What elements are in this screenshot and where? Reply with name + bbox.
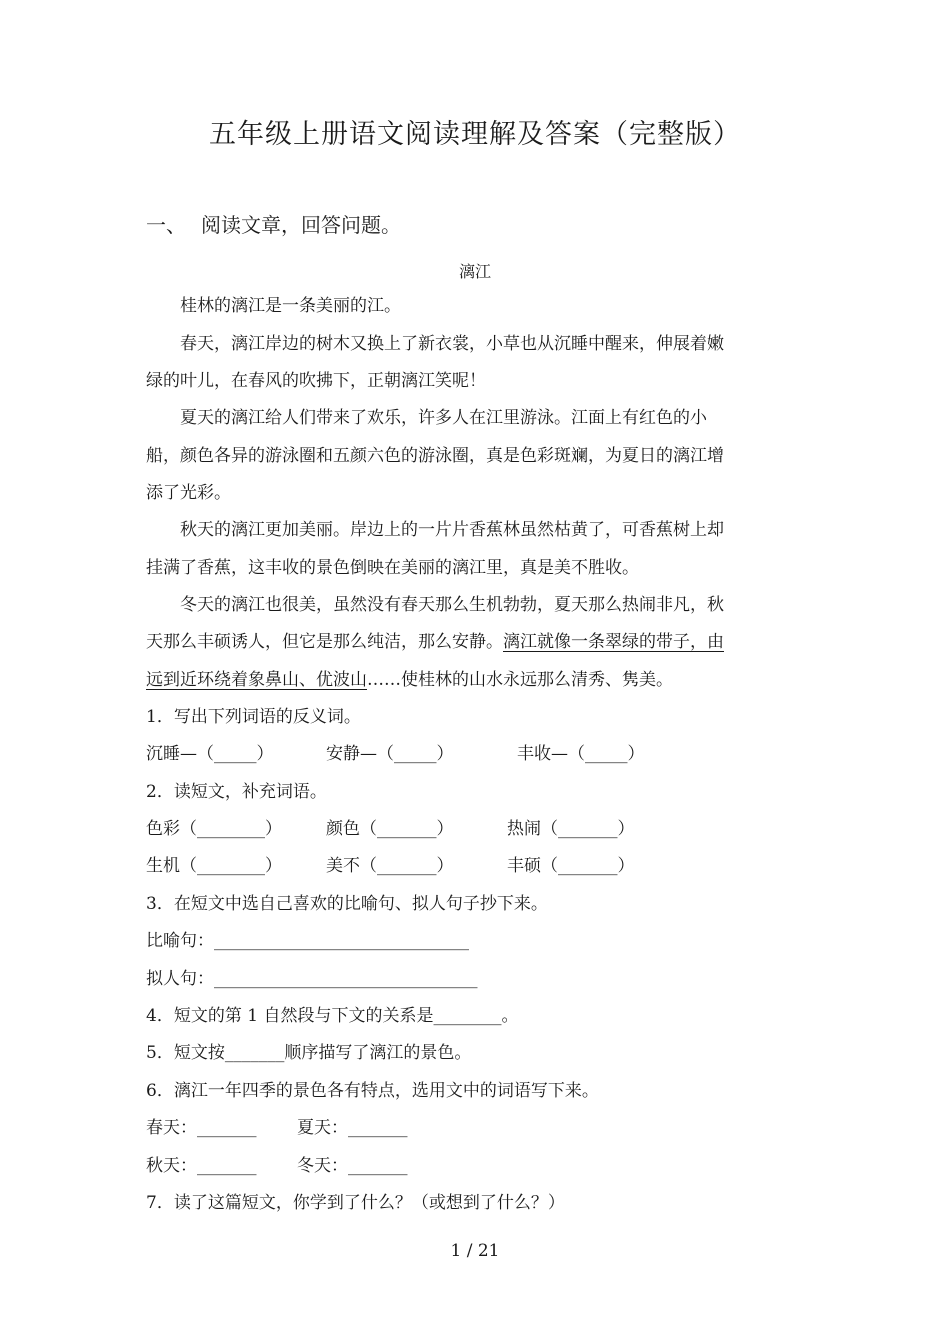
question-6-item: 夏天：_______ bbox=[297, 1118, 408, 1138]
underlined-sentence: 漓江就像一条翠绿的带子，由 bbox=[503, 632, 724, 652]
section-text: 阅读文章，回答问题。 bbox=[201, 213, 401, 237]
passage-paragraph-4-line-1: 秋天的漓江更加美丽。岸边上的一片片香蕉林虽然枯黄了，可香蕉树上却 bbox=[180, 520, 724, 540]
question-2: 2．读短文，补充词语。 bbox=[146, 782, 327, 802]
passage-text: 天那么丰硕诱人，但它是那么纯洁，那么安静。 bbox=[146, 632, 503, 652]
question-1-item: 丰收—（_____） bbox=[517, 744, 645, 764]
passage-paragraph-1: 桂林的漓江是一条美丽的江。 bbox=[180, 296, 401, 316]
question-2-item: 热闹（_______） bbox=[507, 819, 635, 839]
question-2-item: 美不（_______） bbox=[326, 856, 454, 876]
question-6: 6．漓江一年四季的景色各有特点，选用文中的词语写下来。 bbox=[146, 1081, 599, 1101]
question-3-answer-line: 拟人句：_______________________________ bbox=[146, 969, 478, 989]
passage-paragraph-3-line-2: 船，颜色各异的游泳圈和五颜六色的游泳圈，真是色彩斑斓，为夏日的漓江增 bbox=[146, 446, 724, 466]
passage-paragraph-2-line-1: 春天，漓江岸边的树木又换上了新衣裳，小草也从沉睡中醒来，伸展着嫩 bbox=[180, 334, 724, 354]
passage-paragraph-4-line-2: 挂满了香蕉，这丰收的景色倒映在美丽的漓江里，真是美不胜收。 bbox=[146, 558, 639, 578]
question-6-item: 冬天：_______ bbox=[297, 1156, 408, 1176]
question-1-item: 安静—（_____） bbox=[326, 744, 454, 764]
passage-paragraph-5-line-2 bbox=[146, 630, 724, 654]
question-5: 5．短文按_______顺序描写了漓江的景色。 bbox=[146, 1043, 472, 1063]
question-2-item: 丰硕（_______） bbox=[507, 856, 635, 876]
passage-paragraph-5-line-1: 冬天的漓江也很美，虽然没有春天那么生机勃勃，夏天那么热闹非凡，秋 bbox=[180, 595, 724, 615]
question-2-item: 生机（________） bbox=[146, 856, 282, 876]
passage-paragraph-5-line-3 bbox=[146, 668, 673, 692]
question-1-item: 沉睡—（_____） bbox=[146, 744, 274, 764]
passage-paragraph-3-line-1: 夏天的漓江给人们带来了欢乐，许多人在江里游泳。江面上有红色的小 bbox=[180, 408, 707, 428]
question-1: 1．写出下列词语的反义词。 bbox=[146, 707, 361, 727]
question-2-item: 色彩（________） bbox=[146, 819, 282, 839]
question-6-item: 春天：_______ bbox=[146, 1118, 257, 1138]
document-title: 五年级上册语文阅读理解及答案（完整版） bbox=[209, 119, 741, 150]
question-2-item: 颜色（_______） bbox=[326, 819, 454, 839]
question-6-item: 秋天：_______ bbox=[146, 1156, 257, 1176]
passage-paragraph-2-line-2: 绿的叶儿，在春风的吹拂下，正朝漓江笑呢！ bbox=[146, 371, 486, 391]
question-3: 3．在短文中选自己喜欢的比喻句、拟人句子抄下来。 bbox=[146, 894, 548, 914]
section-number: 一、 bbox=[146, 213, 186, 237]
question-4: 4．短文的第 1 自然段与下文的关系是________。 bbox=[146, 1006, 519, 1026]
question-3-answer-line: 比喻句：______________________________ bbox=[146, 931, 469, 951]
underlined-sentence: 远到近环绕着象鼻山、优波山 bbox=[146, 670, 367, 690]
passage-paragraph-3-line-3: 添了光彩。 bbox=[146, 483, 231, 503]
page-number: 1 / 21 bbox=[450, 1241, 500, 1261]
question-7: 7．读了这篇短文，你学到了什么？（或想到了什么？） bbox=[146, 1193, 565, 1213]
section-heading bbox=[146, 209, 401, 238]
passage-text: ……使桂林的山水永远那么清秀、隽美。 bbox=[367, 670, 673, 690]
passage-title: 漓江 bbox=[458, 262, 491, 281]
